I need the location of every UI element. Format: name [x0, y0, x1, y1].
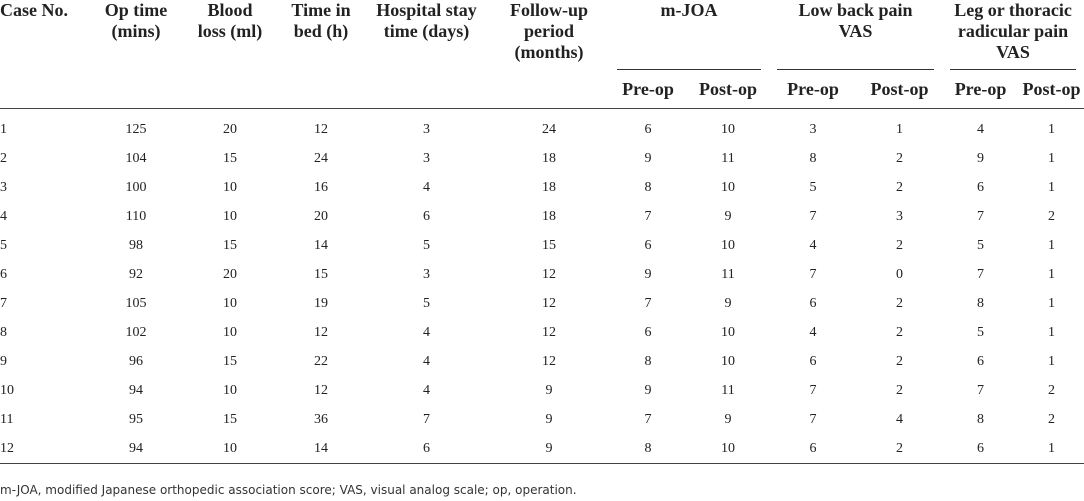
table-row: [0, 260, 1084, 289]
table-cell: 36: [314, 411, 328, 427]
table-cell: 1: [1048, 266, 1056, 282]
table-cell: 10: [721, 237, 735, 253]
table-cell: 4: [423, 179, 430, 195]
header-case-no: Case No.: [0, 0, 68, 20]
table-cell: 8: [809, 150, 817, 166]
table-cell: 7: [977, 382, 985, 398]
table-cell: 10: [223, 208, 237, 224]
table-cell: 12: [314, 382, 328, 398]
table-footnote: m-JOA, modified Japanese orthopedic association score; VAS, visual analog scale; op, operation.: [0, 483, 577, 497]
table-cell: 9: [644, 382, 652, 398]
table-cell: 5: [423, 295, 430, 311]
table-row: [0, 376, 1084, 405]
table-row: [0, 434, 1084, 464]
table-cell: 1: [1048, 150, 1056, 166]
table-cell: 2: [1048, 382, 1056, 398]
table-cell: 2: [896, 295, 903, 311]
table-cell: 5: [0, 237, 7, 253]
table-cell: 6: [769, 434, 857, 464]
table-cell: 6: [809, 295, 817, 311]
table-cell: 4: [423, 324, 430, 340]
table-cell: 3: [896, 208, 903, 224]
table-cell: 94: [90, 434, 182, 464]
header-leg-pain: Leg or thoracic radicular pain VAS: [942, 0, 1084, 70]
table-row: [0, 231, 1084, 260]
table-row: [0, 173, 1084, 202]
table-cell: 9: [724, 295, 732, 311]
table-cell: 6: [644, 121, 652, 137]
table-cell: 11: [721, 382, 735, 398]
table-cell: 9: [545, 411, 553, 427]
table-cell: 3: [423, 121, 430, 137]
table-cell: 9: [724, 208, 732, 224]
table-cell: 15: [223, 411, 237, 427]
table-cell: 102: [125, 324, 147, 340]
table-cell: 12: [542, 295, 556, 311]
header-row: [0, 0, 1084, 70]
table-cell: 6: [423, 208, 430, 224]
table-cell: 6: [977, 353, 985, 369]
table-cell: 2: [896, 237, 903, 253]
table-cell: 6: [644, 237, 652, 253]
table-cell: 104: [125, 150, 147, 166]
table-cell: 8: [0, 324, 7, 340]
table-cell: 10: [223, 324, 237, 340]
header-time-in-bed: Time in bed (h): [291, 0, 351, 41]
table-cell: 7: [644, 208, 652, 224]
table-cell: 7: [423, 411, 430, 427]
subheader-row: [0, 70, 1084, 109]
table-cell: 1: [1048, 295, 1056, 311]
table-cell: 10: [721, 179, 735, 195]
table-cell: 9: [644, 266, 652, 282]
table-cell: 2: [1048, 411, 1056, 427]
table-cell: 18: [542, 208, 556, 224]
table-cell: 8: [977, 295, 985, 311]
table-cell: 22: [314, 353, 328, 369]
table-cell: 11: [721, 266, 735, 282]
table-cell: 10: [687, 434, 769, 464]
table-cell: 4: [896, 411, 903, 427]
table-cell: 2: [857, 434, 942, 464]
table-cell: 1: [1048, 237, 1056, 253]
table-cell: 6: [0, 266, 7, 282]
table-cell: 7: [809, 411, 817, 427]
table-cell: 4: [423, 353, 430, 369]
table-cell: 4: [809, 237, 817, 253]
table-cell: 15: [223, 237, 237, 253]
table-cell: 5: [977, 237, 985, 253]
table-cell: 10: [182, 434, 278, 464]
table-cell: 12: [314, 324, 328, 340]
table-cell: 3: [0, 179, 7, 195]
table-cell: 15: [314, 266, 328, 282]
table-cell: 20: [314, 208, 328, 224]
table-cell: 18: [542, 179, 556, 195]
table-cell: 10: [721, 121, 735, 137]
table-cell: 9: [545, 382, 553, 398]
table-cell: 2: [896, 353, 903, 369]
table-cell: 10: [223, 295, 237, 311]
table-cell: 4: [809, 324, 817, 340]
table-cell: 12: [542, 353, 556, 369]
table-cell: 95: [129, 411, 143, 427]
table-cell: 5: [809, 179, 817, 195]
header-op-time: Op time (mins): [104, 0, 168, 41]
table-cell: 1: [896, 121, 903, 137]
table-cell: 24: [314, 150, 328, 166]
table-cell: 1: [1048, 179, 1056, 195]
table-cell: 7: [644, 411, 652, 427]
table-cell: 105: [125, 295, 147, 311]
table-cell: 11: [0, 411, 14, 427]
table-cell: 12: [314, 121, 328, 137]
header-lbp-post: Post-op: [870, 78, 929, 99]
table-cell: 10: [721, 324, 735, 340]
header-low-back-pain: Low back pain VAS: [769, 0, 942, 70]
table-row: [0, 405, 1084, 434]
table-cell: 19: [314, 295, 328, 311]
header-leg-pre: Pre-op: [954, 78, 1007, 99]
table-cell: 94: [129, 382, 143, 398]
header-follow-up: Follow-up period (months): [509, 0, 588, 62]
table-cell: 9: [977, 150, 985, 166]
table-cell: 125: [125, 121, 147, 137]
table-cell: 2: [0, 150, 7, 166]
table-cell: 24: [542, 121, 556, 137]
table-cell: 98: [129, 237, 143, 253]
table-cell: 6: [942, 434, 1019, 464]
table-cell: 1: [1048, 353, 1056, 369]
table-cell: 1: [1048, 121, 1056, 137]
header-mjoa-pre: Pre-op: [622, 78, 674, 99]
table-cell: 9: [0, 353, 7, 369]
table-cell: 1: [1048, 324, 1056, 340]
table-cell: 1: [0, 121, 7, 137]
table-cell: 7: [809, 266, 817, 282]
table-cell: 14: [314, 237, 328, 253]
table-cell: 15: [223, 150, 237, 166]
table-cell: 3: [809, 121, 817, 137]
table-cell: 10: [0, 382, 14, 398]
table-cell: 2: [896, 150, 903, 166]
table-cell: 7: [644, 295, 652, 311]
table-cell: 3: [423, 150, 430, 166]
table-cell: 6: [977, 179, 985, 195]
table-cell: 11: [721, 150, 735, 166]
header-mjoa: m-JOA: [609, 0, 769, 70]
table-cell: 92: [129, 266, 143, 282]
table-row: [0, 318, 1084, 347]
table-cell: 16: [314, 179, 328, 195]
table-cell: 12: [0, 434, 90, 464]
table-cell: 7: [0, 295, 7, 311]
table-cell: 7: [977, 266, 985, 282]
table-cell: 6: [364, 434, 489, 464]
table-cell: 15: [223, 353, 237, 369]
header-leg-post: Post-op: [1022, 78, 1081, 99]
table-cell: 20: [223, 121, 237, 137]
table-cell: 110: [125, 208, 147, 224]
table-cell: 4: [0, 208, 7, 224]
table-cell: 4: [977, 121, 985, 137]
table-cell: 7: [809, 382, 817, 398]
header-lbp-pre: Pre-op: [787, 78, 839, 99]
header-hospital-stay: Hospital stay time (days): [376, 0, 477, 41]
table-cell: 12: [542, 266, 556, 282]
table-cell: 4: [423, 382, 430, 398]
header-mjoa-post: Post-op: [699, 78, 757, 99]
table-cell: 15: [542, 237, 556, 253]
table-cell: 2: [896, 179, 903, 195]
table-cell: 6: [809, 353, 817, 369]
table-cell: 8: [644, 353, 652, 369]
table-cell: 7: [977, 208, 985, 224]
table-cell: 8: [644, 179, 652, 195]
table-row: [0, 202, 1084, 231]
table-cell: 9: [724, 411, 732, 427]
table-cell: 20: [223, 266, 237, 282]
table-row: [0, 347, 1084, 376]
table-cell: 5: [977, 324, 985, 340]
table-cell: 10: [223, 179, 237, 195]
table-cell: 96: [129, 353, 143, 369]
table-row: [0, 144, 1084, 173]
table-cell: 3: [423, 266, 430, 282]
table-cell: 1: [1019, 434, 1084, 464]
table-row: [0, 115, 1084, 144]
table-cell: 10: [223, 382, 237, 398]
table-cell: 0: [896, 266, 903, 282]
table-cell: 9: [489, 434, 609, 464]
table-cell: 18: [542, 150, 556, 166]
table-cell: 12: [542, 324, 556, 340]
table-cell: 14: [278, 434, 364, 464]
table-cell: 2: [896, 382, 903, 398]
table-row: [0, 289, 1084, 318]
header-blood-loss: Blood loss (ml): [197, 0, 263, 41]
table-cell: 100: [125, 179, 147, 195]
table-cell: 8: [609, 434, 687, 464]
table-cell: 6: [644, 324, 652, 340]
table-cell: 10: [721, 353, 735, 369]
table-cell: 7: [809, 208, 817, 224]
table-cell: 2: [1048, 208, 1056, 224]
table-cell: 9: [644, 150, 652, 166]
table-cell: 5: [423, 237, 430, 253]
table-cell: 8: [977, 411, 985, 427]
table-cell: 2: [896, 324, 903, 340]
